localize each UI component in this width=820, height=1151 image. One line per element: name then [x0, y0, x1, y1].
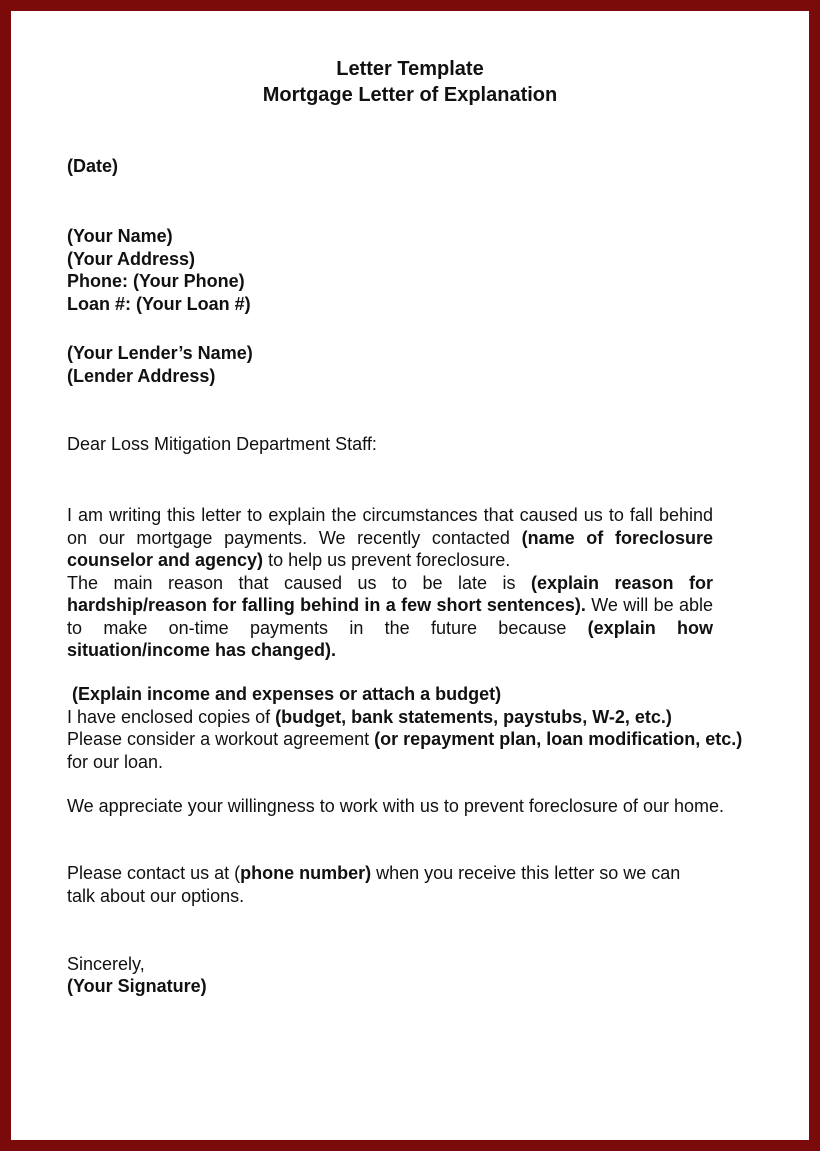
sender-loan: Loan #: (Your Loan #)	[67, 293, 251, 314]
paragraph-4-text-b: when you receive this letter so we can talk about our options.	[67, 863, 681, 906]
paragraph-1-text-d: We will be able to make on-time payments in the future because	[67, 595, 713, 638]
paragraph-2-line-2	[67, 706, 757, 729]
paragraph-2-bold-a: (budget, bank statements, paystubs, W-2, etc.)	[275, 706, 672, 727]
sender-name: (Your Name)	[67, 226, 173, 246]
paragraph-1-text-a: I am writing this letter to explain the circumstances that caused us to fall behind on our mortgage payments. We recently contacted	[67, 505, 713, 548]
date-field: (Date)	[67, 156, 119, 176]
paragraph-2-text-c: for our loan.	[67, 751, 164, 772]
lender-address: (Lender Address)	[67, 365, 216, 386]
paragraph-2	[67, 683, 757, 773]
paragraph-2-line-3	[67, 728, 757, 773]
closing: Sincerely,	[67, 954, 145, 974]
lender-name: (Your Lender’s Name)	[67, 343, 253, 363]
paragraph-4	[67, 862, 713, 907]
paragraph-3: We appreciate your willingness to work with us to prevent foreclosure of our home.	[67, 796, 724, 816]
salutation: Dear Loss Mitigation Department Staff:	[67, 434, 377, 454]
paragraph-1-text-c: The main reason that caused us to be late is	[67, 572, 531, 593]
paragraph-1-text-b: to help us prevent foreclosure.	[263, 550, 511, 570]
title-line-1: Letter Template	[336, 58, 484, 80]
sender-phone: Phone: (Your Phone)	[67, 271, 245, 291]
paragraph-2-heading: (Explain income and expenses or attach a budget)	[67, 684, 502, 704]
title-line-2: Mortgage Letter of Explanation	[262, 84, 558, 106]
paragraph-1	[67, 504, 713, 662]
paragraph-1-bold-a: (name of foreclosure counselor and agency)	[67, 527, 713, 570]
paragraph-4-bold-a: phone number)	[240, 863, 372, 883]
paragraph-2-text-a: I have enclosed copies of	[67, 706, 276, 727]
paragraph-2-bold-b: (or repayment plan, loan modification, etc.)	[374, 729, 743, 749]
lender-block	[67, 342, 757, 387]
paragraph-1-bold-b: (explain reason for hardship/reason for falling behind in a few short sentences).	[67, 572, 713, 615]
paragraph-4-text-a: Please contact us at (	[67, 863, 241, 883]
sender-block	[67, 225, 757, 315]
signature: (Your Signature)	[67, 976, 207, 996]
paragraph-2-text-b: Please consider a workout agreement	[67, 729, 375, 749]
sender-address: (Your Address)	[67, 248, 196, 269]
paragraph-1-bold-c: (explain how situation/income has changed).	[67, 617, 713, 660]
